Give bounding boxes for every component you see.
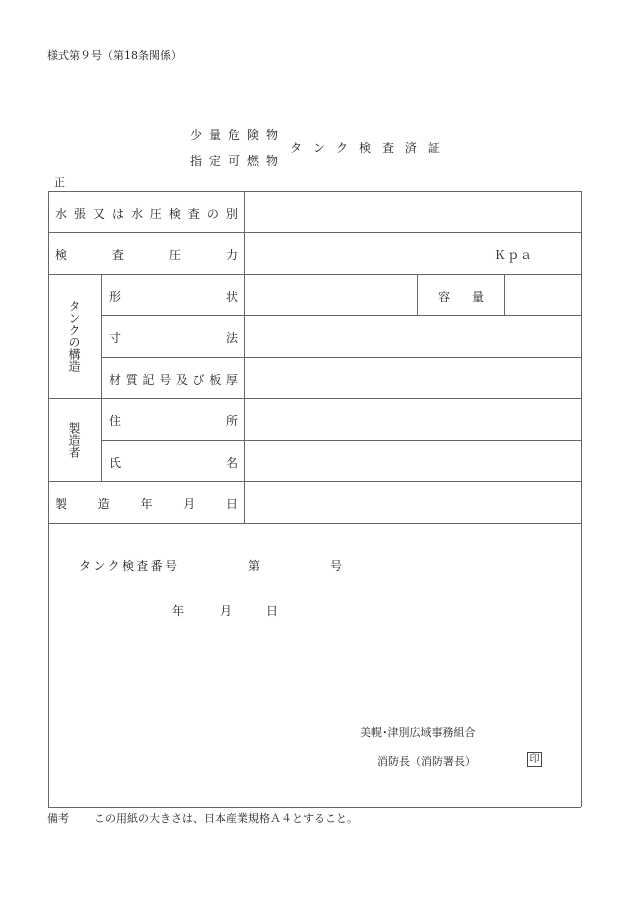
title-char: 燃 <box>246 154 259 168</box>
title-char: 可 <box>227 154 240 168</box>
label-char: 号 <box>164 559 177 573</box>
issuer-title: 消防長（消防署長） <box>377 755 476 768</box>
title-upper-line <box>190 126 278 143</box>
label-char: ン <box>93 559 106 573</box>
label-char: 番 <box>150 559 163 573</box>
inspection-number-prefix: 第 <box>248 559 261 573</box>
issue-date-day: 日 <box>266 604 279 618</box>
group-tank-structure: タンクの構造 <box>67 300 81 372</box>
row-divider <box>101 315 581 316</box>
table-border-right <box>581 191 582 807</box>
label-char: 査 <box>187 207 200 221</box>
label-char: 検 <box>168 207 181 221</box>
label-char: 日 <box>225 497 238 511</box>
title-char: 物 <box>265 128 278 142</box>
inspection-number-suffix: 号 <box>330 559 343 573</box>
table-border-bottom <box>48 807 581 808</box>
title-char: ン <box>312 141 325 155</box>
label-char: 査 <box>136 559 149 573</box>
label-capacity <box>438 288 484 305</box>
note-text: この用紙の大きさは、日本産業規格Ａ４とすること。 <box>94 812 358 825</box>
label-char: 年 <box>140 497 153 511</box>
label-char: 造 <box>97 497 110 511</box>
label-char: 寸 <box>109 331 122 345</box>
inspection-number-label <box>79 557 177 574</box>
table-border-left <box>48 191 49 807</box>
title-char: 少 <box>190 128 203 142</box>
row-divider <box>48 523 581 524</box>
label-char: 材 <box>109 373 122 387</box>
label-address <box>109 412 238 429</box>
table-border-top <box>48 191 581 192</box>
row-divider <box>101 440 581 441</box>
title-char: ク <box>335 141 348 155</box>
label-char: 水 <box>130 207 143 221</box>
title-char: タ <box>290 141 303 155</box>
title-char: 指 <box>190 154 203 168</box>
title-char: 済 <box>404 141 417 155</box>
row-divider <box>48 398 581 399</box>
title-char: 量 <box>208 128 221 142</box>
label-water-test <box>55 205 238 222</box>
row-divider <box>101 357 581 358</box>
label-char: 容 <box>438 290 451 304</box>
label-test-pressure <box>55 246 238 263</box>
label-char: 力 <box>225 248 238 262</box>
label-char: 圧 <box>149 207 162 221</box>
label-char: 検 <box>121 559 134 573</box>
label-char: 名 <box>225 456 238 470</box>
label-char: 製 <box>55 497 68 511</box>
label-char: 張 <box>73 207 86 221</box>
label-material <box>109 371 238 388</box>
label-char: 厚 <box>225 373 238 387</box>
label-char: 記 <box>142 373 155 387</box>
group-column-divider <box>101 274 102 481</box>
issuer-organization: 美幌･津別広域事務組合 <box>360 726 476 739</box>
label-char: 検 <box>55 248 68 262</box>
label-char: 氏 <box>109 456 122 470</box>
row-divider <box>48 481 581 482</box>
title-char: 証 <box>427 141 440 155</box>
label-char: 法 <box>225 331 238 345</box>
label-char: 形 <box>109 290 122 304</box>
label-shape <box>109 288 238 305</box>
label-char: 板 <box>209 373 222 387</box>
title-char: 物 <box>265 154 278 168</box>
label-char: 水 <box>55 207 68 221</box>
title-char: 検 <box>358 141 371 155</box>
label-char: は <box>111 207 124 221</box>
capacity-value-divider <box>504 274 505 315</box>
label-column-divider <box>244 191 245 523</box>
label-char: 査 <box>111 248 124 262</box>
title-char: 定 <box>208 154 221 168</box>
label-name <box>109 454 238 471</box>
group-manufacturer: 製造者 <box>67 422 81 458</box>
label-char: タ <box>79 559 92 573</box>
title-lower-line <box>190 152 278 169</box>
label-char: 所 <box>225 414 238 428</box>
document-title <box>290 139 440 156</box>
label-char: び <box>192 373 205 387</box>
issue-date-month: 月 <box>220 604 233 618</box>
label-char: 及 <box>175 373 188 387</box>
label-char: 号 <box>159 373 172 387</box>
label-char: 質 <box>125 373 138 387</box>
label-char: 月 <box>183 497 196 511</box>
label-manufacture-date <box>55 495 238 512</box>
label-char: 量 <box>471 290 484 304</box>
label-char: 別 <box>225 207 238 221</box>
row-divider <box>48 232 581 233</box>
label-char: 圧 <box>168 248 181 262</box>
row-divider <box>48 274 581 275</box>
seal-mark-icon: 印 <box>527 752 542 767</box>
title-char: 険 <box>246 128 259 142</box>
label-char: 住 <box>109 414 122 428</box>
copy-mark: 正 <box>54 176 65 189</box>
label-char: の <box>206 207 219 221</box>
form-number: 様式第９号（第18条関係） <box>47 49 182 62</box>
capacity-column-divider <box>417 274 418 315</box>
note-label: 備考 <box>47 812 69 825</box>
label-char: ク <box>107 559 120 573</box>
label-char: 又 <box>92 207 105 221</box>
issue-date-year: 年 <box>172 604 185 618</box>
label-char: 状 <box>225 290 238 304</box>
label-dimensions <box>109 329 238 346</box>
title-char: 査 <box>381 141 394 155</box>
title-char: 危 <box>227 128 240 142</box>
pressure-unit: Ｋｐａ <box>494 248 534 262</box>
